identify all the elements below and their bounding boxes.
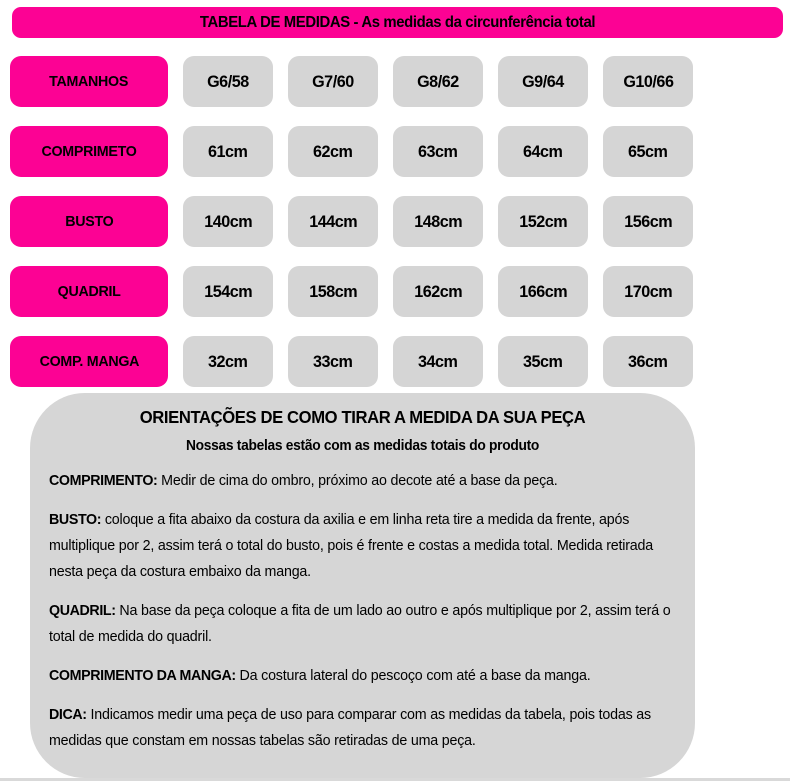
size-cell — [288, 266, 378, 317]
table-row — [10, 56, 693, 107]
instruction-paragraph — [49, 507, 680, 585]
size-cell-value: 64cm — [523, 141, 563, 161]
row-header-comprimeto — [10, 126, 168, 177]
size-cell — [393, 196, 483, 247]
size-cell — [183, 196, 273, 247]
row-header-label: COMPRIMETO — [41, 143, 137, 160]
size-cell-value: 35cm — [523, 351, 563, 371]
instruction-paragraph — [49, 598, 680, 650]
instruction-paragraph — [49, 663, 680, 689]
size-cell — [603, 126, 693, 177]
row-header-label: QUADRIL — [57, 283, 121, 300]
instruction-paragraph — [49, 702, 680, 754]
row-header-busto — [10, 196, 168, 247]
size-cell — [288, 126, 378, 177]
size-cell-value: G7/60 — [312, 71, 354, 91]
size-cell — [603, 56, 693, 107]
size-cell-value: G8/62 — [417, 71, 459, 91]
row-header-label: BUSTO — [64, 213, 114, 230]
row-header-label: TAMANHOS — [49, 73, 129, 90]
size-cell — [393, 266, 483, 317]
size-cell — [498, 266, 588, 317]
info-paragraphs — [30, 468, 695, 754]
size-cell-value: G6/58 — [207, 71, 249, 91]
size-cell — [498, 56, 588, 107]
size-cell-value: 158cm — [309, 281, 357, 301]
size-cell — [183, 126, 273, 177]
size-cell-value: 154cm — [204, 281, 252, 301]
size-cell — [183, 266, 273, 317]
row-header-comp-manga — [10, 336, 168, 387]
instruction-label: COMPRIMENTO: — [49, 472, 158, 489]
size-cell-value: 61cm — [208, 141, 248, 161]
size-cell-value: 166cm — [519, 281, 567, 301]
instruction-text: Na base da peça coloque a fita de um lado ao outro e após multiplique por 2, assim terá o total de medida do quadril. — [49, 602, 671, 645]
row-header-tamanhos — [10, 56, 168, 107]
size-cell — [288, 336, 378, 387]
table-title-banner — [12, 7, 783, 38]
instruction-label: BUSTO: — [49, 511, 102, 528]
size-cell-value: 32cm — [208, 351, 248, 371]
size-cell-value: G9/64 — [522, 71, 564, 91]
size-cell — [603, 266, 693, 317]
table-row — [10, 336, 693, 387]
size-cell-value: 170cm — [624, 281, 672, 301]
size-cell-value: 140cm — [204, 211, 252, 231]
size-cell — [393, 336, 483, 387]
instruction-text: Medir de cima do ombro, próximo ao decote até a base da peça. — [157, 472, 558, 489]
size-cell-value: 62cm — [313, 141, 353, 161]
size-cell-value: 162cm — [414, 281, 462, 301]
size-cell — [498, 336, 588, 387]
size-cell — [603, 336, 693, 387]
size-cell-value: 156cm — [624, 211, 672, 231]
instructions-content — [30, 406, 695, 754]
size-cell — [498, 126, 588, 177]
instruction-text: Da costura lateral do pescoço com até a base da manga. — [235, 667, 591, 684]
instruction-label: COMPRIMENTO DA MANGA: — [49, 667, 236, 684]
size-cell-value: 63cm — [418, 141, 458, 161]
size-cell — [603, 196, 693, 247]
table-title: TABELA DE MEDIDAS - As medidas da circunferência total — [199, 13, 596, 31]
size-cell — [393, 56, 483, 107]
size-cell-value: 152cm — [519, 211, 567, 231]
size-table — [10, 56, 693, 406]
instructions-box — [30, 393, 695, 778]
size-cell — [288, 196, 378, 247]
instructions-subtitle: Nossas tabelas estão com as medidas totais do produto — [185, 438, 540, 454]
instruction-label: QUADRIL: — [49, 602, 116, 619]
instruction-paragraph — [49, 468, 680, 494]
table-row — [10, 126, 693, 177]
size-cell-value: G10/66 — [622, 71, 674, 91]
size-cell-value: 36cm — [628, 351, 668, 371]
instruction-label: DICA: — [49, 706, 87, 723]
size-cell — [183, 56, 273, 107]
size-cell-value: 34cm — [418, 351, 458, 371]
instruction-text: Indicamos medir uma peça de uso para comparar com as medidas da tabela, pois todas as medidas que constam em nossas tabelas são retiradas de uma peça. — [49, 706, 651, 749]
instructions-title: ORIENTAÇÕES DE COMO TIRAR A MEDIDA DA SUA PEÇA — [139, 407, 586, 427]
row-header-label: COMP. MANGA — [39, 353, 139, 370]
size-cell — [288, 56, 378, 107]
size-cell-value: 148cm — [414, 211, 462, 231]
size-cell — [183, 336, 273, 387]
size-cell-value: 65cm — [628, 141, 668, 161]
size-cell-value: 144cm — [309, 211, 357, 231]
size-cell — [498, 196, 588, 247]
instruction-text: coloque a fita abaixo da costura da axilia e em linha reta tire a medida da frente, após multiplique por 2, assim terá o total do busto, pois é frente e costas a medida total. Medida retirada nesta peça da costura embaixo da manga. — [49, 511, 654, 580]
table-row — [10, 266, 693, 317]
size-cell — [393, 126, 483, 177]
size-cell-value: 33cm — [313, 351, 353, 371]
row-header-quadril — [10, 266, 168, 317]
table-row — [10, 196, 693, 247]
